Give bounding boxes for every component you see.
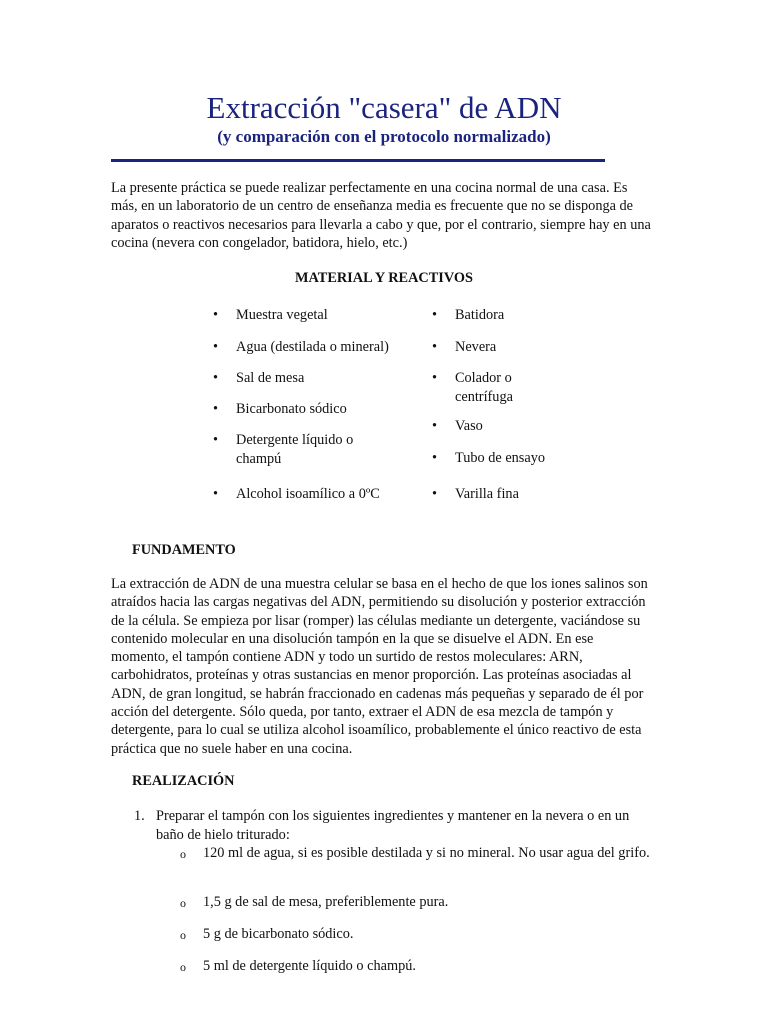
ingredient-text: 5 ml de detergente líquido o champú. (203, 958, 416, 974)
material-item-label: Colador o centrífuga (455, 370, 513, 405)
step-number: 1. (134, 808, 145, 824)
intro-paragraph: La presente práctica se puede realizar perfectamente en una cocina normal de una casa. Es más, en un laboratorio de un centro de enseñanza media es frecuente que no se disponga de aparatos o reactivos necesarios para llevarla a cabo y que, por el contrario, siempre hay en una cocina (nevera con congelador, batidora, hielo, etc.) (111, 180, 651, 251)
ingredient-text: 1,5 g de sal de mesa, preferiblemente pura. (203, 894, 449, 910)
material-item-label: Bicarbonato sódico (236, 401, 347, 417)
bullet-icon: • (432, 339, 438, 355)
realizacion-heading: REALIZACIÓN (132, 773, 235, 789)
bullet-icon: • (432, 370, 438, 386)
bullet-icon: • (432, 486, 438, 502)
circle-bullet-icon: o (180, 847, 186, 861)
ingredient-text: 120 ml de agua, si es posible destilada y si no mineral. No usar agua del grifo. (203, 845, 650, 861)
circle-bullet-icon: o (180, 928, 186, 942)
bullet-icon: • (213, 401, 219, 417)
circle-bullet-icon: o (180, 896, 186, 910)
material-item-label: Agua (destilada o mineral) (236, 339, 389, 355)
material-item-label: Alcohol isoamílico a 0ºC (236, 486, 380, 502)
bullet-icon: • (432, 450, 438, 466)
material-item-label: Detergente líquido o champú (236, 432, 354, 467)
material-item-label: Tubo de ensayo (455, 450, 546, 466)
fundamento-paragraph: La extracción de ADN de una muestra celular se basa en el hecho de que los iones salinos son atraídos hacia las cargas negativas del ADN, permitiendo su disolución y posterior extracción de la célula. Se empieza por lisar (romper) las células mediante un detergente, vaciándose su contenido molecular en una disolución tampón en la que se disuelve el ADN. En ese momento, el tampón contiene ADN y todo un surtido de restos moleculares: ARN, carbohidratos, proteínas y otras sustancias en menor proporción. Las proteínas asociadas al ADN, de gran longitud, se habrán fraccionado en cadenas más pequeñas y separado de él por acción del detergente. Sólo queda, por tanto, extraer el ADN de esa mezcla de tampón y detergente, para lo cual se utiliza alcohol isoamílico, probablemente el único reactivo de esta práctica que no suele haber en una cocina. (111, 576, 648, 757)
bullet-icon: • (213, 307, 219, 323)
bullet-icon: • (432, 418, 438, 434)
bullet-icon: • (213, 370, 219, 386)
material-item-label: Nevera (455, 339, 497, 355)
document-title: Extracción "casera" de ADN (206, 90, 562, 125)
bullet-icon: • (213, 339, 219, 355)
material-item-label: Sal de mesa (236, 370, 305, 386)
title-divider (111, 159, 605, 162)
document-subtitle: (y comparación con el protocolo normalizado) (217, 127, 551, 146)
material-item-label: Vaso (455, 418, 483, 434)
bullet-icon: • (432, 307, 438, 323)
material-item-label: Muestra vegetal (236, 307, 328, 323)
step-text: Preparar el tampón con los siguientes ingredientes y mantener en la nevera o en un baño de hielo triturado: (156, 808, 630, 843)
bullet-icon: • (213, 486, 219, 502)
bullet-icon: • (213, 432, 219, 448)
fundamento-heading: FUNDAMENTO (132, 542, 236, 558)
material-item-label: Batidora (455, 307, 505, 323)
ingredient-text: 5 g de bicarbonato sódico. (203, 926, 354, 942)
circle-bullet-icon: o (180, 960, 186, 974)
material-item-label: Varilla fina (455, 486, 519, 502)
material-heading: MATERIAL Y REACTIVOS (295, 270, 473, 286)
